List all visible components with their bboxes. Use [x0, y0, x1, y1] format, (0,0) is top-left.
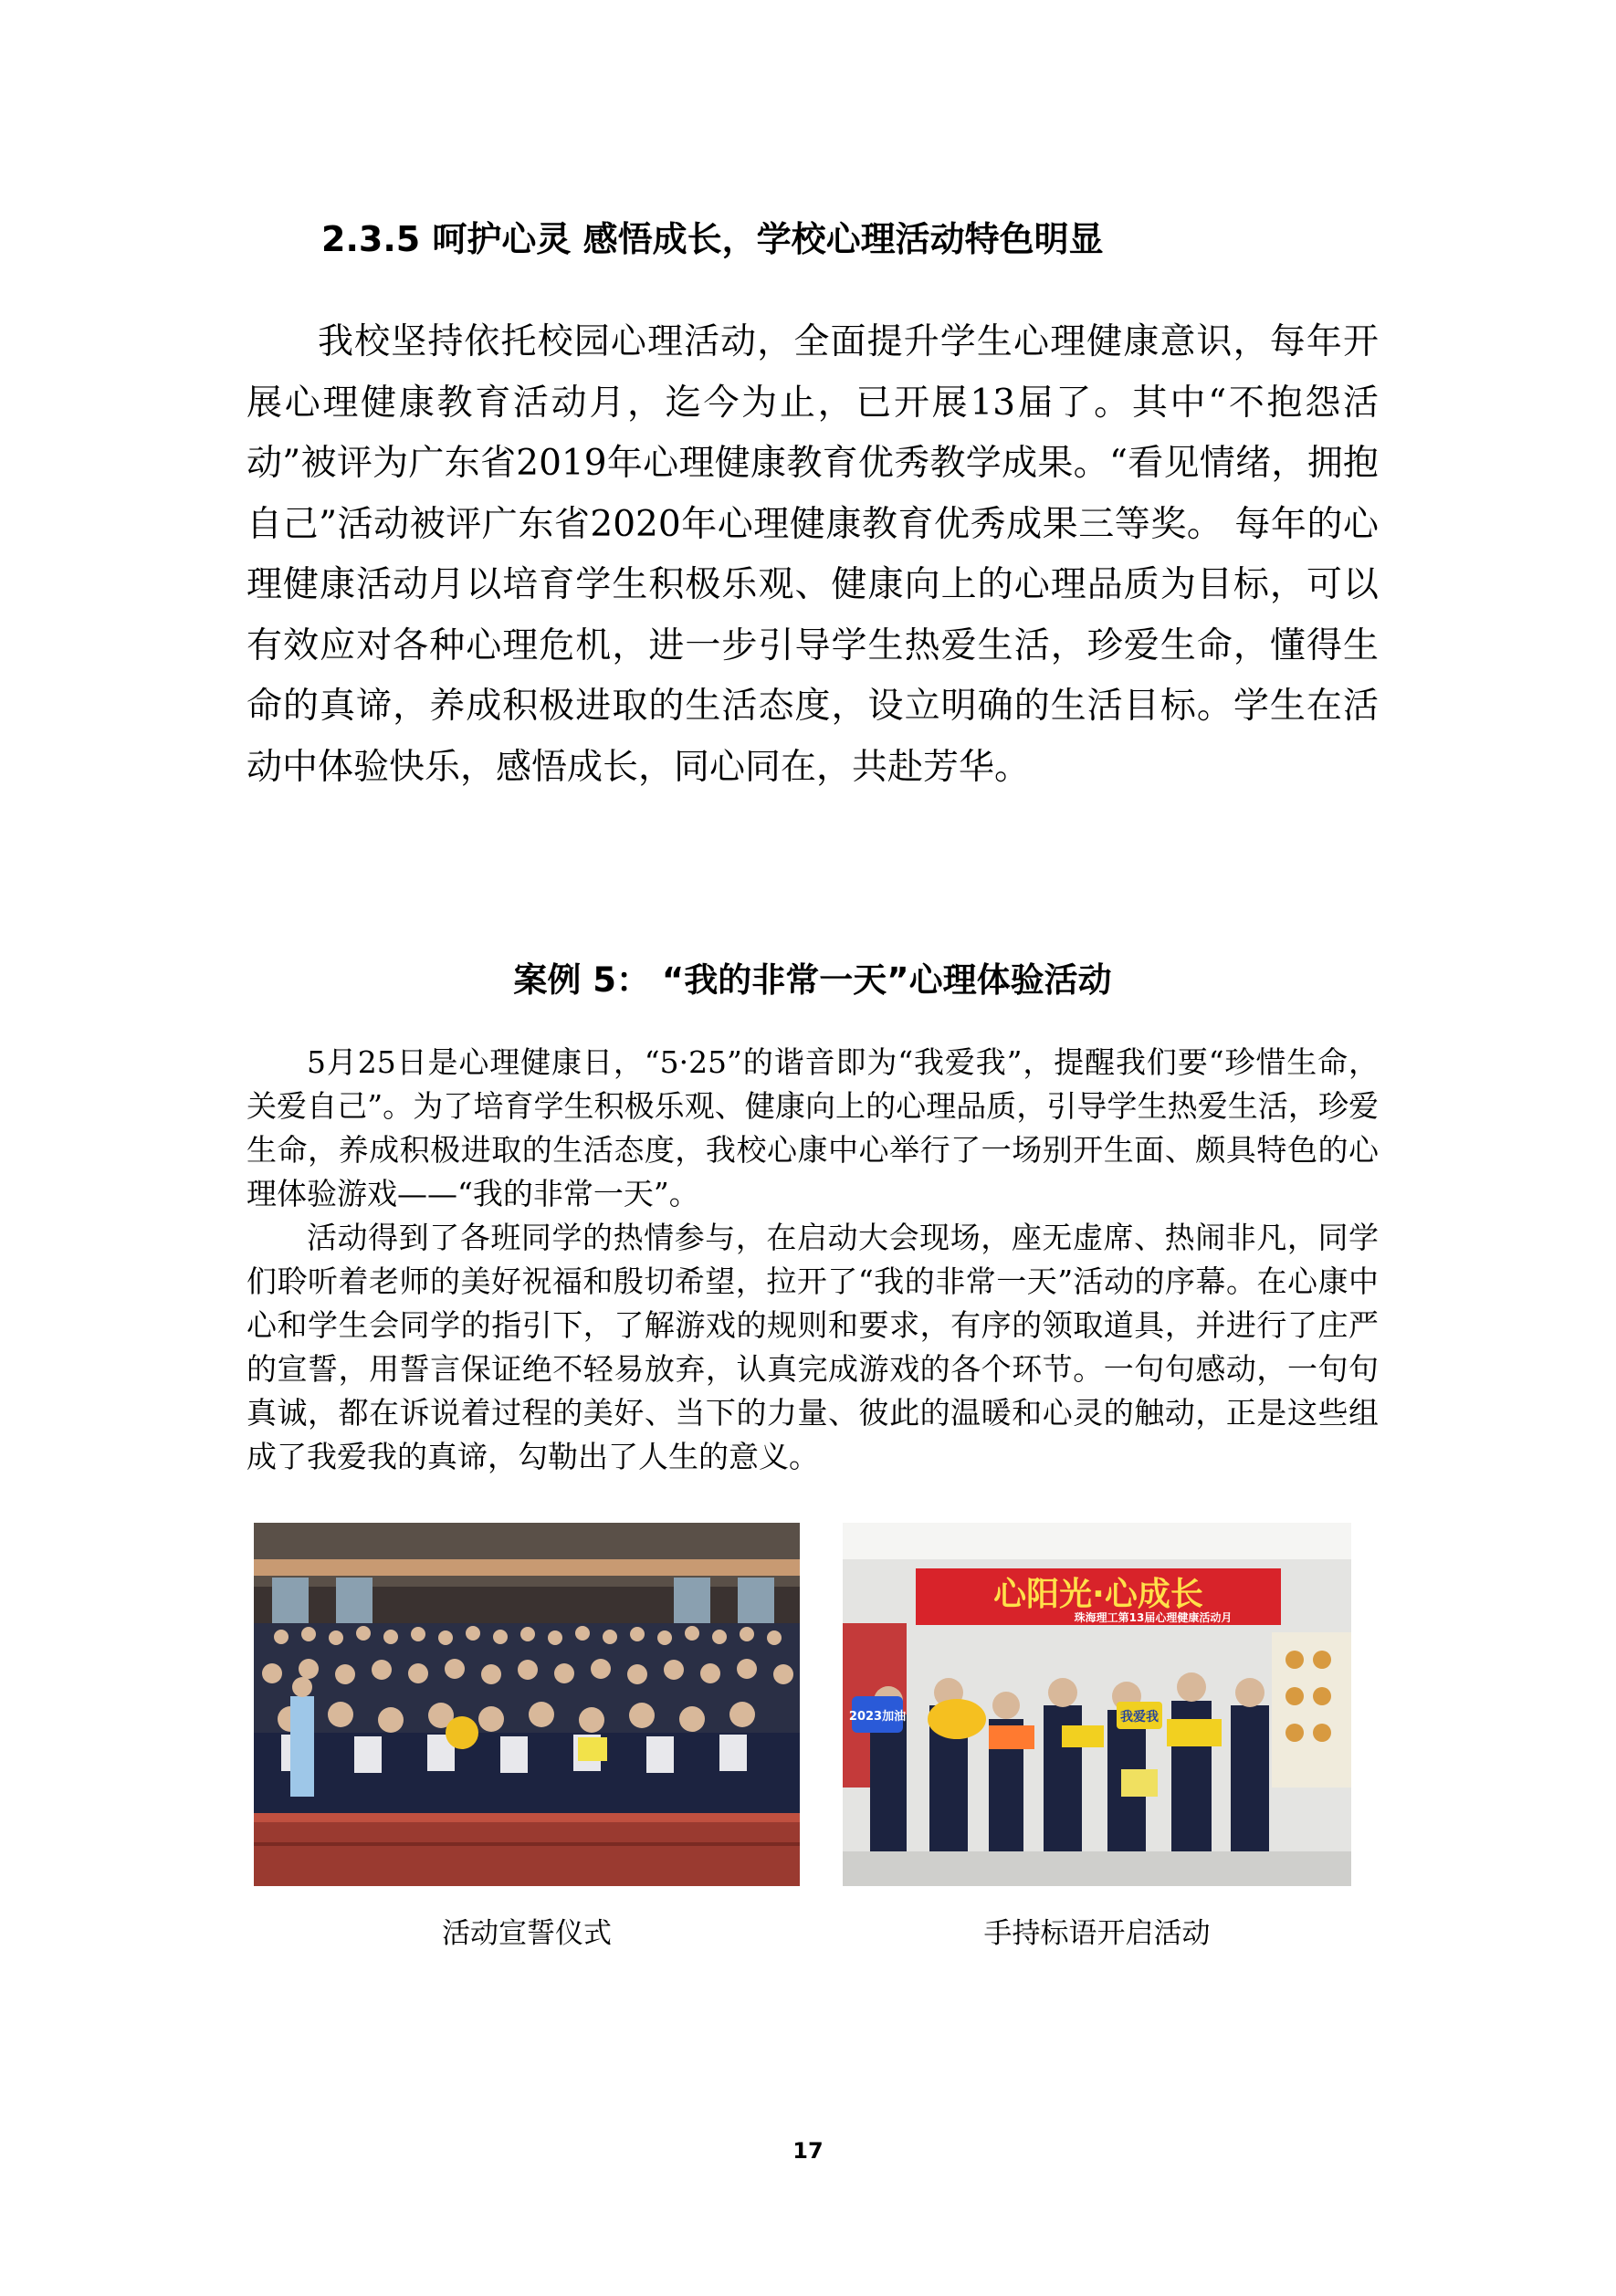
- case-body: [247, 1041, 1379, 1479]
- banner-subtitle: 珠海理工第13届心理健康活动月: [1074, 1611, 1233, 1624]
- photo-holding-slogans: [843, 1523, 1351, 1886]
- intro-paragraph: 我校坚持依托校园心理活动，全面提升学生心理健康意识，每年开展心理健康教育活动月，迄今为止，已开展13届了。其中“不抱怨活动”被评为广东省2019年心理健康教育优秀教学成果。“看见情绪，拥抱自己”活动被评广东省2020年心理健康教育优秀成果三等奖。 每年的心理健康活动月以培育学生积极乐观、健康向上的心理品质为目标，可以有效应对各种心理危机，进一步引导学生热爱生活，珍爱生命，懂得生命的真谛，养成积极进取的生活态度，设立明确的生活目标。学生在活动中体验快乐，感悟成长，同心同在，共赴芳华。: [247, 321, 1379, 788]
- photo-oath-ceremony: [254, 1523, 800, 1886]
- sign-love-self-text: 我爱我: [1120, 1710, 1159, 1725]
- section-heading: 2.3.5 呵护心灵 感悟成长，学校心理活动特色明显: [321, 219, 1104, 259]
- sign-2023-text: 2023加油: [848, 1710, 907, 1724]
- case-heading: 案例 5： “我的非常一天”心理体验活动: [513, 960, 1112, 1000]
- caption-holding-slogans: 手持标语开启活动: [983, 1917, 1211, 1950]
- case-paragraph-1: 5月25日是心理健康日，“5·25”的谐音即为“我爱我”，提醒我们要“珍惜生命，关爱自己”。为了培育学生积极乐观、健康向上的心理品质，引导学生热爱生活，珍爱生命，养成积极进取的生活态度，我校心康中心举行了一场别开生面、颇具特色的心理体验游戏——“我的非常一天”。: [247, 1044, 1379, 1211]
- case-paragraph-2: 活动得到了各班同学的热情参与，在启动大会现场，座无虚席、热闹非凡，同学们聆听着老师的美好祝福和殷切希望，拉开了“我的非常一天”活动的序幕。在心康中心和学生会同学的指引下，了解游戏的规则和要求，有序的领取道具，并进行了庄严的宣誓，用誓言保证绝不轻易放弃，认真完成游戏的各个环节。一句句感动，一句句真诚，都在诉说着过程的美好、当下的力量、彼此的温暖和心灵的触动，正是这些组成了我爱我的真谛，勾勒出了人生的意义。: [247, 1220, 1379, 1474]
- caption-oath-ceremony: 活动宣誓仪式: [442, 1917, 612, 1950]
- banner-title: 心阳光·心成长: [993, 1576, 1203, 1613]
- section-intro: [247, 312, 1379, 798]
- page-number: 17: [792, 2138, 824, 2164]
